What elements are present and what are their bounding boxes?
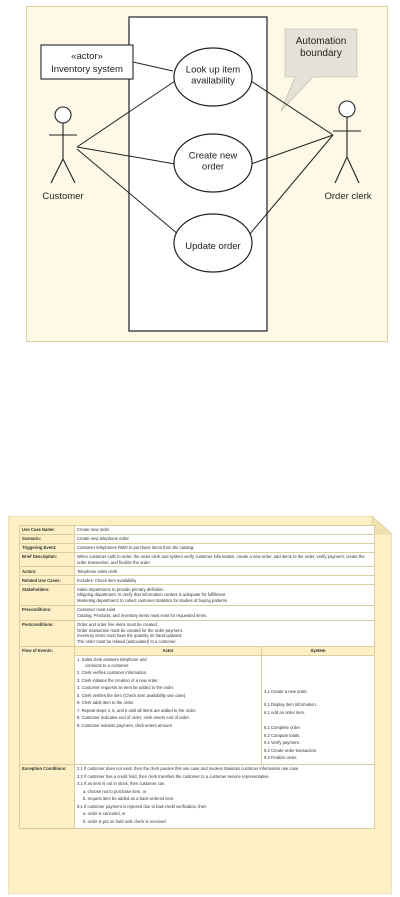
value-line: Order transaction must be created for the order payment. [77,627,183,633]
use-case-look-up-item-label: Look up item availability [185,64,241,87]
value-line: Shipping department: to verify that information content is adequate for fulfillment [77,592,226,598]
table-row [20,543,375,552]
exception-line: b. order is put on hold until check is received. [83,818,167,824]
row-label: Scenario: [20,534,75,543]
row-value: Create new order [75,526,375,535]
row-value [75,620,375,646]
order-clerk-actor-figure [333,101,361,183]
actor-step: 4. Customer requests an item be added to the order. [77,685,175,691]
use-case-diagram [26,6,388,342]
row-label: Postconditions: [20,620,75,646]
actor-step: 8. Customer indicates end of order; clerk enters end of order. [77,715,190,721]
table-row [20,526,375,535]
exceptions-row [20,764,375,828]
actor-step: 2. Clerk verifies customer information. [77,670,148,676]
exception-line: 9.1 If customer payment is rejected due to bad-credit verification, then [77,803,207,809]
exception-line: b. request item be added as a back-ordered item. [83,796,175,802]
value-line: Marketing department: to collect customer statistics for studies of buying patterns [77,597,228,603]
actor-stereotype-label: «actor» [71,51,103,62]
row-value: Customer telephones RMO to purchase items from the catalog. [75,543,375,552]
row-value: Telephone sales clerk [75,567,375,576]
actor-step: 5. Clerk verifies the item (Check item availability use case). [77,692,187,698]
row-label: Brief Description: [20,552,75,566]
actor-step: 3. Clerk initiates the creation of a new order. [77,677,159,683]
row-label: Actors: [20,567,75,576]
customer-actor-figure [49,107,77,183]
actor-step: 1. Sales clerk answers telephone and [77,657,147,663]
exceptions-value [75,764,375,828]
table-row [20,620,375,646]
system-step: 8.1 Complete order. [264,725,301,731]
exception-line: 2.1 If customer does not exist, then the clerk pauses this use case and invokes Maintain customer information use case. [77,766,300,772]
row-value: Includes: Check item availability [75,576,375,585]
row-value [75,585,375,606]
value-line: The order must be related (associated) to a customer. [77,638,177,644]
automation-boundary-callout [281,29,357,111]
value-line: Inventory items must have the quantity on hand updated. [77,633,183,639]
system-step: 5.1 Display item information. [264,702,317,708]
row-label: Stakeholders: [20,585,75,606]
system-step: 9.3 Finalize order. [264,755,298,761]
actor-step: 6. Clerk adds item to the order. [77,700,135,706]
inventory-system-label: Inventory system [51,64,123,75]
use-case-table [19,525,375,829]
system-step: 9.1 Verify payment. [264,740,300,746]
order-clerk-label: Order clerk [324,191,372,202]
customer-label: Customer [42,191,84,202]
automation-boundary-label: Automation boundary [295,36,347,59]
table-row [20,534,375,543]
row-label: Preconditions: [20,605,75,620]
system-step: 6.1 Add an order item. [264,709,306,715]
actor-step: 9. Customer submits payment; clerk enters amount. [77,722,173,728]
table-row [20,576,375,585]
diagram-canvas [27,7,387,341]
use-case-create-new-order-label: Create new order [188,150,238,173]
actor-column-header: Actor [75,646,262,655]
exception-line: 4.1 If an item is not in stock, then customer can [77,781,165,787]
row-label: Related Use Cases: [20,576,75,585]
exception-line: a. choose not to purchase item, or [83,788,147,794]
table-row [20,552,375,566]
value-line: Order and order line items must be created. [77,622,158,628]
flow-label: Flow of Events: [20,646,75,764]
actor-steps-cell [75,655,262,764]
flow-header-row [20,646,375,655]
row-value [75,605,375,620]
table-row [20,567,375,576]
row-value: When customer calls to order, the order clerk and system verify customer information, create a new order, add items to the order, verify payment, create the order transaction, and finalize the order. [75,552,375,566]
system-column-header: System [262,646,375,655]
exception-line: 2.2 If customer has a credit hold, then clerk transfers the customer to a customer service representative. [77,773,270,779]
row-value: Create new telephone order [75,534,375,543]
system-step: 9.2 Create order transaction. [264,747,318,753]
use-case-description-document [8,516,392,894]
system-step: 8.2 Compute totals. [264,732,301,738]
value-line: Catalog, Products, and Inventory items must exist for requested items. [77,612,208,618]
value-line: Sales department: to provide primary definition [77,586,164,592]
actor-step: 7. Repeat steps 4, 5, and 6 until all items are added to the order. [77,707,197,713]
value-line: Customer must exist. [77,607,117,613]
use-case-table-body [20,526,375,829]
table-row [20,605,375,620]
system-step: 3.1 Create a new order. [264,689,308,695]
use-case-update-order-label: Update order [185,241,241,252]
row-label: Triggering Event: [20,543,75,552]
table-row [20,585,375,606]
exceptions-label: Exception Conditions: [20,764,75,828]
system-steps-cell [262,655,375,764]
exception-line: a. order is canceled, or [83,811,126,817]
actor-step: connects to a customer. [85,662,130,668]
row-label: Use Case Name: [20,526,75,535]
